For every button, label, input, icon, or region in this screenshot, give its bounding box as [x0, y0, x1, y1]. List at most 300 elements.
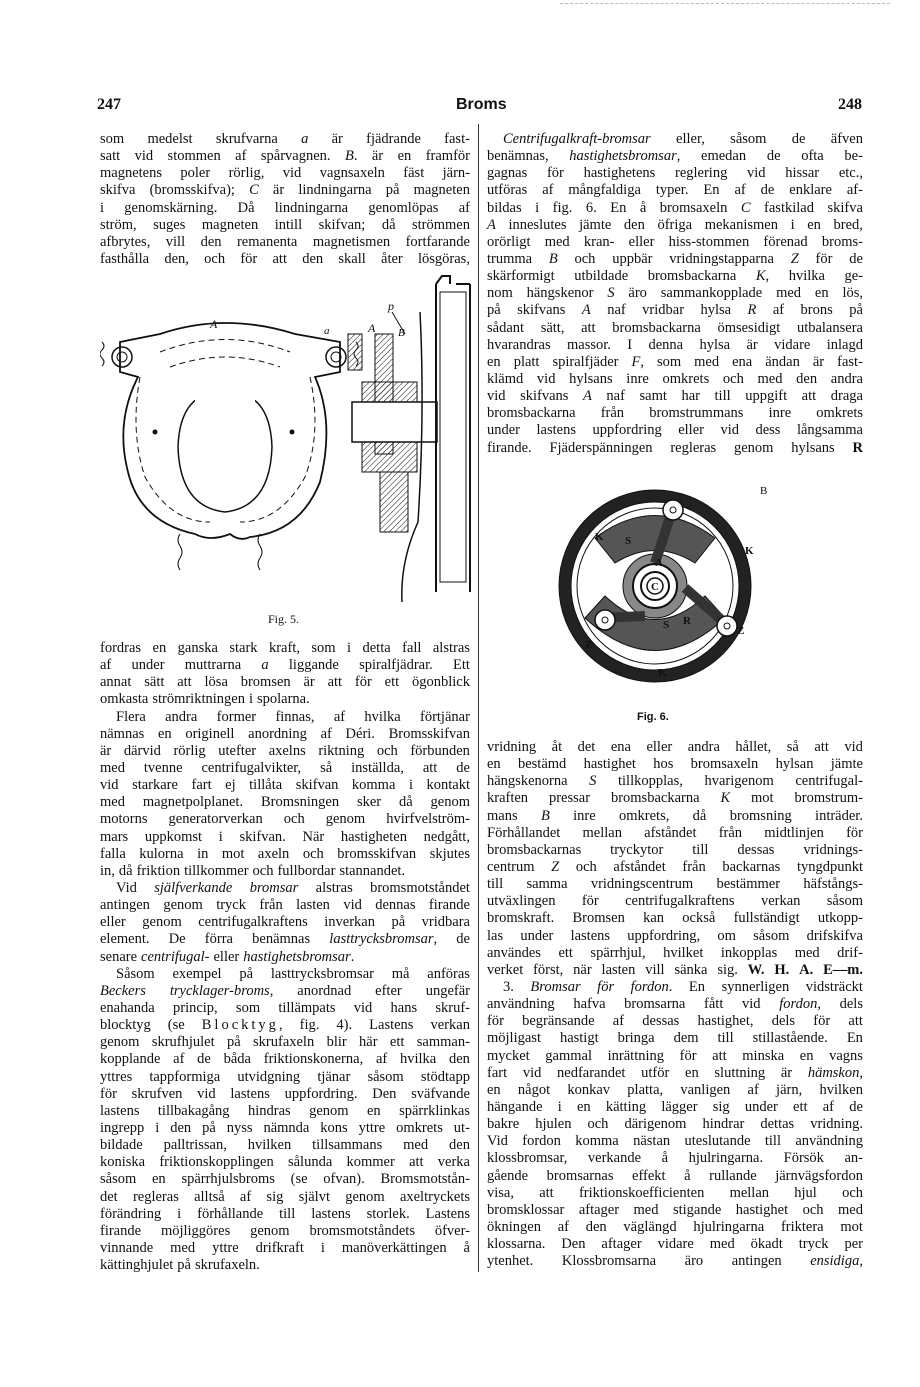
- text-line: [487, 422, 863, 439]
- text-segment: andra: [165, 708, 198, 725]
- text-segment: inkopplas: [720, 944, 778, 961]
- italic-text: själfverkande: [154, 879, 233, 896]
- text-segment: af: [375, 1051, 388, 1068]
- text-line: [100, 182, 470, 199]
- text-segment: äro: [684, 1253, 704, 1270]
- text-segment: yttres: [100, 1068, 133, 1085]
- text-segment: suges: [153, 216, 186, 233]
- text-segment: förenad: [763, 233, 808, 250]
- text-segment: åter: [381, 250, 403, 267]
- text-segment: genom: [345, 1188, 385, 1205]
- text-line: [100, 966, 470, 983]
- text-segment: nom: [487, 285, 513, 302]
- text-segment: hjulringarna: [693, 1218, 765, 1235]
- text-segment: sig: [712, 1098, 730, 1115]
- text-line: [100, 1051, 470, 1068]
- text-segment: de: [849, 250, 863, 267]
- text-segment: skrufhjulet: [151, 1034, 215, 1051]
- text-segment: skärformigt: [487, 268, 555, 285]
- text-segment: å: [661, 1150, 669, 1167]
- italic-text: a: [261, 657, 269, 674]
- text-segment: vid: [100, 777, 119, 794]
- text-line: [487, 302, 863, 319]
- text-segment: visa,: [487, 1184, 514, 1201]
- text-segment: eller: [213, 948, 240, 965]
- text-segment: centrum: [487, 858, 535, 875]
- text-segment: med: [794, 944, 820, 961]
- text-line: [487, 996, 863, 1013]
- text-segment: spärrklinkas: [399, 1102, 470, 1119]
- text-segment: de: [849, 1098, 863, 1115]
- text-segment: hiss-stommen: [668, 233, 750, 250]
- text-segment: sig: [266, 1188, 284, 1205]
- text-segment: ögonblick: [411, 674, 470, 691]
- text-segment: sluttning: [714, 1064, 766, 1081]
- text-segment: dettas: [760, 1116, 795, 1133]
- text-segment: sålunda: [287, 1154, 333, 1171]
- text-segment: tillämpats: [278, 999, 336, 1016]
- text-line: [100, 1240, 470, 1257]
- text-segment: kommer: [346, 1154, 395, 1171]
- text-segment: drif-: [837, 944, 863, 961]
- bold-text: W.: [747, 961, 765, 978]
- text-segment: den: [170, 1119, 192, 1136]
- text-segment: de: [760, 182, 775, 199]
- text-segment: som: [656, 353, 682, 370]
- text-segment: att: [801, 388, 817, 405]
- text-segment: på: [226, 1034, 241, 1051]
- text-segment: ,: [765, 268, 770, 285]
- text-segment: hastighet: [583, 756, 636, 773]
- text-line: [100, 131, 470, 148]
- text-segment: förbunden: [410, 742, 470, 759]
- text-line: [100, 1103, 470, 1120]
- text-line: [487, 928, 863, 945]
- text-line: [100, 1017, 470, 1034]
- text-segment: lägger: [661, 1098, 698, 1115]
- text-segment: afståndet: [644, 824, 697, 841]
- text-segment: fig.: [299, 1017, 320, 1034]
- italic-text: A: [583, 388, 592, 405]
- text-segment: möjligast: [487, 1030, 541, 1047]
- text-segment: kons: [320, 1119, 348, 1136]
- text-line: [487, 251, 863, 268]
- text-segment: jämte: [579, 216, 612, 233]
- text-segment: för: [581, 893, 599, 910]
- text-segment: utföras: [487, 182, 528, 199]
- text-segment: förtjänar: [420, 708, 470, 725]
- text-line: [487, 1168, 863, 1185]
- text-segment: pressar: [548, 790, 591, 807]
- italic-text: K: [720, 790, 731, 807]
- text-segment: lös,: [842, 285, 863, 302]
- text-segment: falla: [100, 845, 126, 862]
- text-segment: finnas,: [275, 708, 315, 725]
- text-segment: och: [302, 845, 324, 862]
- text-segment: uppbär: [612, 250, 653, 267]
- text-segment: friktionskonerna,: [263, 1051, 364, 1068]
- text-segment: blir: [326, 1034, 347, 1051]
- text-segment: af: [612, 1013, 625, 1030]
- text-segment: .: [353, 148, 358, 165]
- text-segment: massor.: [566, 336, 611, 353]
- text-segment: är: [812, 353, 825, 370]
- text-segment: som: [100, 131, 125, 147]
- text-segment: att: [177, 674, 192, 691]
- text-segment: alstras: [432, 640, 470, 656]
- fig6-label-s-top: S: [625, 535, 632, 547]
- text-segment: bromsaxeln: [659, 199, 728, 216]
- text-segment: rörlig: [173, 742, 206, 759]
- text-segment: ,: [640, 353, 644, 370]
- text-segment: hängande: [487, 1098, 543, 1115]
- text-segment: genom: [325, 811, 366, 828]
- text-segment: hans: [390, 999, 418, 1016]
- text-line: [100, 640, 470, 657]
- text-line: [100, 811, 470, 828]
- text-segment: vridning: [487, 739, 537, 755]
- text-segment: att: [848, 1013, 863, 1030]
- text-segment: backarnas: [722, 858, 781, 875]
- text-segment: enklare: [789, 182, 832, 199]
- text-segment: så: [786, 739, 799, 755]
- text-segment: skifvans: [517, 302, 566, 319]
- text-segment: uppfordring.: [284, 1085, 358, 1102]
- text-segment: dels: [771, 1013, 796, 1030]
- text-segment: hvilken: [819, 1081, 863, 1098]
- text-segment: yttre: [358, 1119, 386, 1136]
- text-segment: järn-: [442, 165, 470, 182]
- text-segment: lastens: [311, 1205, 351, 1222]
- text-segment: har: [681, 388, 700, 405]
- text-segment: komma: [575, 1133, 619, 1150]
- fig6-label-c: C: [651, 581, 659, 593]
- text-line: [487, 1013, 863, 1030]
- text-segment: vid: [720, 422, 739, 439]
- text-segment: järn,: [776, 1081, 803, 1098]
- text-segment: tillkopplas,: [618, 773, 683, 790]
- text-segment: ström,: [100, 216, 137, 233]
- text-segment: utför: [641, 1064, 670, 1081]
- text-segment: är: [371, 148, 384, 165]
- text-segment: Ett: [453, 657, 470, 674]
- text-segment: omkrets: [816, 405, 863, 422]
- text-line: [100, 148, 470, 165]
- text-segment: ganska: [177, 640, 218, 656]
- text-segment: därigenom: [624, 1116, 687, 1133]
- text-segment: från: [682, 858, 706, 875]
- text-segment: magnetpolplanet.: [142, 794, 244, 811]
- figure-5-caption: Fig. 5.: [268, 612, 300, 626]
- text-segment: axeltryckets: [399, 1188, 470, 1205]
- text-segment: till: [714, 388, 731, 405]
- text-segment: antingen: [731, 1253, 782, 1270]
- text-segment: förändring: [100, 1205, 162, 1222]
- text-segment: båda: [223, 1051, 251, 1068]
- text-segment: skrufven: [131, 1085, 183, 1102]
- text-segment: bromsbackarna: [610, 790, 700, 807]
- text-segment: tillbakagång: [157, 1102, 230, 1119]
- fig5-label-a-lower: a: [324, 325, 330, 337]
- text-segment: bromsbackarna: [647, 268, 737, 285]
- text-segment: för: [846, 824, 863, 841]
- text-segment: skifvan: [295, 777, 339, 794]
- text-segment: till: [487, 876, 504, 893]
- text-segment: magnetismen: [312, 233, 391, 250]
- text-segment: för: [100, 1085, 117, 1102]
- text-segment: på: [391, 914, 406, 931]
- text-segment: vid: [536, 370, 556, 387]
- text-segment: spiralfjädrar.: [359, 657, 433, 674]
- text-segment: med: [170, 1239, 196, 1256]
- text-segment: ,: [278, 1017, 283, 1034]
- text-segment: Såsom: [116, 965, 155, 982]
- text-segment: bred,: [833, 216, 863, 233]
- text-segment: långsamma: [796, 422, 863, 439]
- text-segment: inrättning: [607, 1047, 665, 1064]
- text-segment: Lastens: [369, 1017, 414, 1034]
- text-segment: uppgift: [745, 388, 788, 405]
- text-segment: hvilka: [364, 708, 401, 725]
- text-segment: dels: [839, 996, 863, 1013]
- text-segment: af: [333, 708, 346, 725]
- text-line: [100, 726, 470, 743]
- text-segment: bromsning: [729, 807, 792, 824]
- text-segment: lindningarna: [298, 182, 372, 199]
- text-segment: blocktyg: [100, 1017, 151, 1034]
- text-segment: ett: [384, 674, 400, 691]
- text-segment: utvidgning: [237, 1068, 301, 1085]
- text-segment: vanligen: [680, 1081, 731, 1098]
- text-segment: en: [487, 353, 501, 370]
- bold-text: R: [852, 439, 863, 456]
- text-segment: inverkan: [324, 914, 375, 931]
- text-segment: inställda,: [351, 759, 404, 776]
- text-segment: bestämd: [517, 756, 567, 773]
- bold-text: A.: [799, 961, 814, 978]
- text-segment: genom: [430, 794, 470, 811]
- bold-text: H.: [774, 961, 790, 978]
- text-segment: fall: [402, 640, 422, 656]
- text-segment: dess: [755, 422, 781, 439]
- text-segment: andra: [687, 739, 720, 755]
- italic-text: F: [631, 353, 641, 370]
- text-line: [487, 354, 863, 371]
- text-segment: nyss: [226, 1119, 253, 1136]
- text-segment: för: [813, 1013, 831, 1030]
- text-segment: broms-: [821, 233, 863, 250]
- italic-text: fordon: [779, 996, 818, 1013]
- text-line: [487, 1116, 863, 1133]
- text-segment: minska: [742, 1047, 785, 1064]
- text-segment: eller: [100, 914, 126, 931]
- text-segment: fart: [487, 1064, 508, 1081]
- text-segment: något: [517, 1081, 551, 1098]
- text-line: [487, 1219, 863, 1236]
- text-segment: den: [302, 250, 324, 267]
- text-segment: anföras: [427, 965, 470, 982]
- text-segment: bakre: [487, 1116, 520, 1133]
- text-segment: hastigt: [559, 1030, 599, 1047]
- text-segment: af: [557, 1218, 569, 1235]
- text-segment: ändan: [765, 353, 800, 370]
- text-segment: utbalansera: [796, 319, 863, 336]
- text-segment: omkrets: [662, 370, 710, 387]
- text-segment: mot: [221, 845, 245, 862]
- text-segment: i: [218, 828, 223, 845]
- text-segment: och: [842, 1184, 863, 1201]
- text-segment: af-: [846, 182, 863, 199]
- text-segment: verkan: [430, 1017, 470, 1034]
- text-segment: förhållande: [197, 1205, 264, 1222]
- text-segment: lasttrycksbromsar: [270, 965, 374, 982]
- text-segment: till: [692, 841, 709, 858]
- text-segment: stommen: [167, 148, 221, 165]
- text-segment: för: [354, 674, 372, 691]
- text-segment: magneten: [201, 216, 259, 233]
- text-segment: å: [639, 199, 647, 216]
- text-line: [100, 983, 470, 1000]
- text-segment: med: [544, 233, 570, 250]
- text-segment: genom: [100, 1034, 140, 1051]
- text-segment: jämte: [830, 756, 863, 773]
- text-line: [487, 790, 863, 807]
- text-segment: utväxlingen: [487, 893, 556, 910]
- text-segment: skifva: [100, 182, 136, 199]
- scan-edge-rule: [560, 3, 890, 5]
- text-segment: verka: [437, 1154, 470, 1171]
- text-segment: är: [272, 182, 285, 199]
- text-segment: och: [252, 862, 274, 879]
- text-segment: hvilka: [788, 268, 825, 285]
- italic-text: R: [747, 302, 757, 319]
- text-segment: med: [757, 370, 783, 387]
- fig6-label-z-right: Z: [737, 625, 745, 637]
- text-segment: hylsans: [791, 439, 835, 456]
- text-segment: antingen: [100, 897, 150, 914]
- text-segment: afståndet: [613, 858, 666, 875]
- text-segment: och: [283, 811, 305, 828]
- text-segment: bringa: [617, 1030, 655, 1047]
- text-segment: då: [398, 794, 413, 811]
- fig6-label-r: R: [683, 615, 691, 627]
- bold-text: E—m.: [823, 961, 863, 978]
- text-segment: senare: [100, 948, 138, 965]
- text-segment: lindningarna: [274, 199, 349, 216]
- text-segment: och: [722, 370, 744, 387]
- text-line: [100, 709, 470, 726]
- text-segment: kättinghjulet: [100, 1257, 174, 1274]
- text-segment: exempel: [172, 965, 222, 982]
- text-segment: fart: [191, 777, 212, 794]
- text-segment: nämnda: [263, 1119, 310, 1136]
- italic-text: A: [581, 302, 591, 319]
- text-segment: bromsaxeln: [690, 756, 759, 773]
- text-segment: storlek.: [366, 1205, 410, 1222]
- text-segment: centrifugalkraftens: [625, 893, 735, 910]
- text-segment: yttre: [212, 1239, 239, 1256]
- text-line: [100, 760, 470, 777]
- text-segment: hjul: [794, 1184, 817, 1201]
- text-segment: möjliggöres: [160, 1222, 231, 1239]
- text-segment: effekt: [632, 1167, 666, 1184]
- text-segment: verkan: [760, 893, 801, 910]
- text-line: [100, 674, 470, 691]
- text-segment: per: [844, 1236, 863, 1253]
- text-segment: hvilka: [399, 1051, 437, 1068]
- text-segment: lastens: [536, 422, 576, 439]
- text-segment: sänka: [674, 961, 708, 978]
- text-line: [100, 1223, 470, 1240]
- italic-text: K: [755, 268, 766, 285]
- text-segment: poler: [180, 165, 211, 182]
- text-segment: fullbordar: [277, 862, 336, 879]
- text-segment: eller: [646, 739, 673, 755]
- text-segment: 4).: [336, 1017, 353, 1034]
- text-segment: en: [152, 640, 167, 656]
- text-segment: .: [350, 948, 355, 965]
- text-segment: fig.: [552, 199, 573, 216]
- text-segment: genomskärning.: [124, 199, 218, 216]
- text-segment: den: [448, 1051, 470, 1068]
- text-segment: ena: [732, 353, 753, 370]
- text-segment: med: [633, 1201, 659, 1218]
- text-segment: vid: [487, 388, 506, 405]
- text-segment: kopplande: [100, 1051, 161, 1068]
- text-segment: friktionskoefficienten: [578, 1184, 705, 1201]
- text-segment: ,: [433, 931, 438, 948]
- text-segment: ej: [225, 777, 236, 794]
- text-segment: genom: [250, 1222, 290, 1239]
- text-segment: vid: [522, 1064, 542, 1081]
- italic-text: hastighetsbromsar: [569, 148, 677, 165]
- text-segment: fullständigt: [733, 910, 800, 927]
- text-segment: palltrissan,: [163, 1137, 227, 1154]
- text-segment: hissar: [785, 165, 820, 182]
- text-segment: nämnas: [100, 725, 145, 742]
- text-segment: bromsbackarnas: [487, 841, 582, 858]
- text-segment: bromstrum-: [794, 790, 863, 807]
- text-segment: vid: [353, 999, 373, 1016]
- text-segment: eller,: [676, 131, 705, 147]
- text-segment: inlagd: [826, 336, 863, 353]
- text-segment: gammal: [545, 1047, 593, 1064]
- text-line: [100, 931, 470, 948]
- text-line: [487, 234, 863, 251]
- text-segment: fordras: [100, 640, 142, 656]
- text-segment: samt: [639, 388, 667, 405]
- text-segment: in: [197, 845, 209, 862]
- text-segment: vridnings-: [803, 841, 863, 858]
- text-segment: bildade: [100, 1137, 143, 1154]
- text-segment: lastens: [230, 1085, 270, 1102]
- text-segment: vidare: [774, 336, 811, 353]
- text-segment: sätt,: [540, 319, 565, 336]
- text-segment: öfver-: [434, 1222, 470, 1239]
- text-segment: då: [381, 216, 396, 233]
- column-divider: [478, 124, 479, 1272]
- text-line: [100, 880, 470, 897]
- text-line: [487, 1082, 863, 1099]
- text-segment: med: [709, 1236, 735, 1253]
- text-segment: vid: [197, 1085, 216, 1102]
- text-segment: sväfvande: [411, 1085, 470, 1102]
- text-segment: kätting: [605, 1098, 647, 1115]
- text-segment: skruf-: [435, 999, 470, 1016]
- text-segment: utbildade: [574, 268, 629, 285]
- text-segment: reglering: [674, 165, 728, 182]
- text-segment: att: [422, 759, 438, 776]
